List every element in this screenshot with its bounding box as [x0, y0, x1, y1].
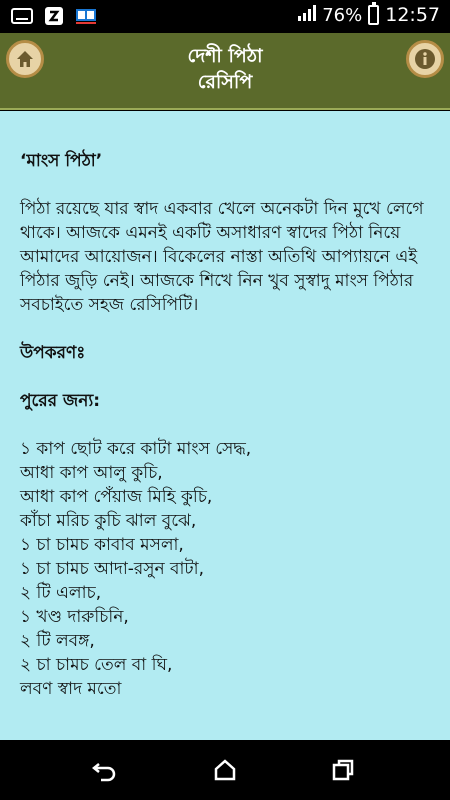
app-title-line1: দেশী পিঠা	[187, 45, 263, 67]
app-notification-icon	[42, 6, 66, 26]
app-bar	[0, 33, 450, 110]
battery-percent: 76%	[322, 4, 363, 26]
clock: 12:57	[385, 4, 440, 26]
recents-icon	[331, 758, 355, 782]
info-icon	[414, 48, 436, 70]
signal-icon	[298, 5, 316, 26]
home-nav-icon	[213, 758, 237, 782]
ingredient-item: ১ চা চামচ আদা-রসুন বাটা,	[20, 559, 205, 579]
back-icon	[91, 758, 119, 782]
ingredient-item: ২ টি লবঙ্গ,	[20, 631, 95, 651]
ingredient-list	[20, 437, 432, 701]
keyboard-notification-icon	[10, 6, 34, 26]
ingredient-item: ২ চা চামচ তেল বা ঘি,	[20, 655, 173, 675]
book-notification-icon	[74, 6, 98, 26]
app-title	[90, 43, 360, 95]
ingredient-item: ২ টি এলাচ,	[20, 583, 102, 603]
ingredients-heading: উপকরণঃ	[20, 343, 86, 363]
navigation-bar	[0, 740, 450, 800]
back-button[interactable]	[89, 754, 121, 786]
recents-button[interactable]	[327, 754, 359, 786]
ingredient-item: আধা কাপ আলু কুচি,	[20, 463, 163, 483]
ingredient-item: ১ খণ্ড দারুচিনি,	[20, 607, 129, 627]
home-nav-button[interactable]	[209, 754, 241, 786]
home-button[interactable]	[6, 40, 44, 78]
notification-area	[10, 6, 98, 26]
filling-heading: পুরের জন্য:	[20, 391, 101, 411]
recipe-intro: পিঠা রয়েছে যার স্বাদ একবার খেলে অনেকটা দিন মুখে লেগে থাকে। আজকে এমনই একটি অসাধারণ স্বাদের পিঠা নিয়ে আমাদের আয়োজন। বিকেলের নাস্তা অতিথি আপ্যায়নে এই পিঠার জুড়ি নেই। আজকে শিখে নিন খুব সুস্বাদু মাংস পিঠার সবচাইতে সহজ রেসিপিটি।	[20, 199, 424, 315]
ingredient-item: ১ চা চামচ কাবাব মসলা,	[20, 535, 184, 555]
home-icon	[15, 49, 35, 69]
system-status	[298, 4, 440, 26]
recipe-content[interactable]	[0, 111, 450, 740]
battery-icon	[368, 5, 379, 25]
ingredient-item: কাঁচা মরিচ কুচি ঝাল বুঝে,	[20, 511, 197, 531]
status-bar	[0, 0, 450, 33]
app-title-line2: রেসিপি	[197, 71, 253, 93]
recipe-title: ‘মাংস পিঠা’	[20, 151, 103, 171]
info-button[interactable]	[406, 40, 444, 78]
ingredient-item: লবণ স্বাদ মতো	[20, 679, 122, 699]
ingredient-item: ১ কাপ ছোট করে কাটা মাংস সেদ্ধ,	[20, 439, 252, 459]
ingredient-item: আধা কাপ পেঁয়াজ মিহি কুচি,	[20, 487, 213, 507]
